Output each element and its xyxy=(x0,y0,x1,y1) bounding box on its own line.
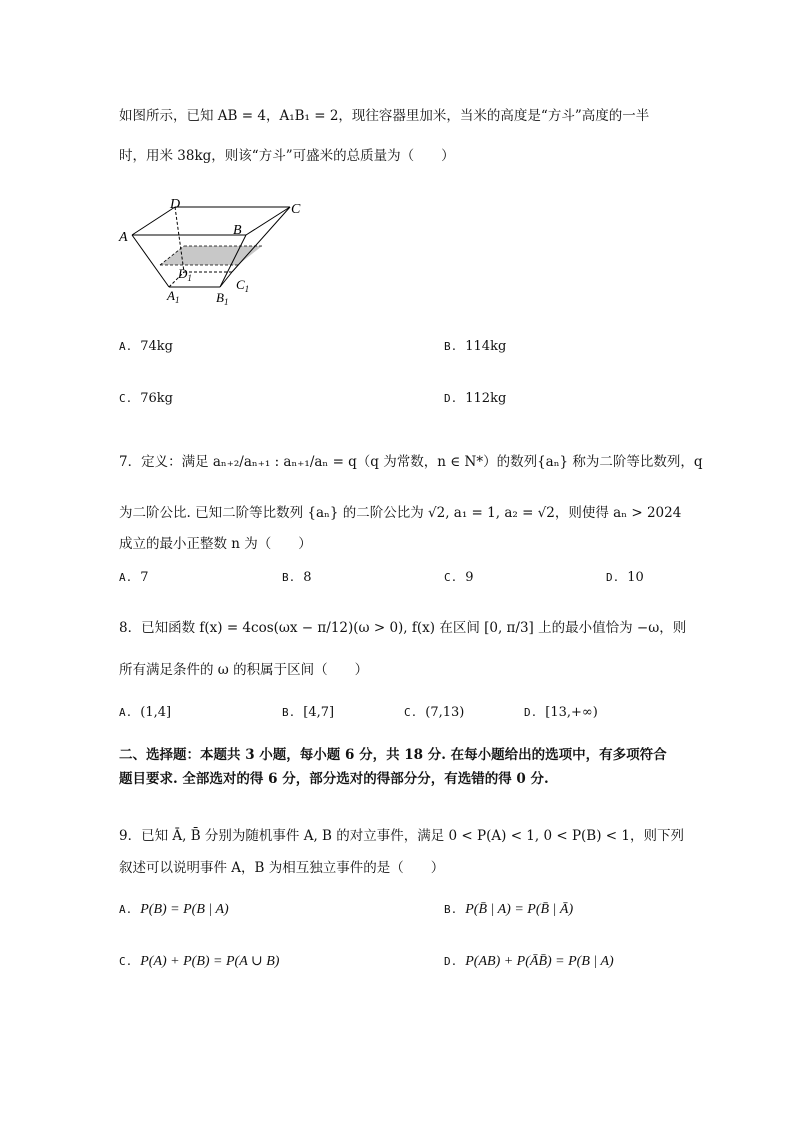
q6-option-d[interactable] xyxy=(444,392,506,405)
q9-line-2: 叙述可以说明事件 A，B 为相互独立事件的是（ ） xyxy=(119,860,445,876)
option-label: A. xyxy=(119,903,133,916)
label-C: C xyxy=(291,202,301,217)
option-label: C. xyxy=(119,955,133,968)
option-label: B. xyxy=(282,571,296,584)
option-text: [4,7] xyxy=(303,705,335,720)
q8-line-1: 8．已知函数 f(x) = 4cos(ωx − π/12)(ω > 0), f(x) 在区间 [0, π/3] 上的最小值恰为 −ω，则 xyxy=(119,620,687,636)
q9-option-a[interactable] xyxy=(119,903,229,917)
q8-option-c[interactable] xyxy=(404,706,464,719)
label-A: A xyxy=(119,230,128,245)
q7-option-b[interactable] xyxy=(282,571,312,584)
option-label: C. xyxy=(444,571,458,584)
option-text: P(A) + P(B) = P(A ∪ B) xyxy=(140,954,280,969)
option-text: 9 xyxy=(465,570,474,585)
option-text: (1,4] xyxy=(140,705,172,720)
option-text: 76kg xyxy=(140,391,173,406)
option-label: A. xyxy=(119,340,133,353)
q6-option-c[interactable] xyxy=(119,392,173,405)
q6-line-1: 如图所示，已知 AB = 4，A₁B₁ = 2，现往容器里加米，当米的高度是“方斗”高度的一半 xyxy=(119,108,650,124)
q8-option-a[interactable] xyxy=(119,706,171,719)
q8-option-d[interactable] xyxy=(524,706,598,719)
frustum-figure xyxy=(112,190,312,310)
q7-option-c[interactable] xyxy=(444,571,474,584)
label-B1-sub: 1 xyxy=(223,297,229,307)
q7-line-2: 为二阶公比. 已知二阶等比数列 {aₙ} 的二阶公比为 √2, a₁ = 1, a₂ = √2，则使得 aₙ > 2024 xyxy=(119,505,682,521)
label-C1-letter: C xyxy=(236,277,245,292)
option-label: C. xyxy=(404,706,418,719)
q6-line-2: 时，用米 38kg，则该“方斗”可盛米的总质量为（ ） xyxy=(119,148,455,164)
option-text: P(B) = P(B | A) xyxy=(140,902,229,917)
option-text: 112kg xyxy=(465,391,507,406)
q9-line-1: 9．已知 Ā, B̄ 分别为随机事件 A, B 的对立事件，满足 0 < P(A) < 1, 0 < P(B) < 1，则下列 xyxy=(119,828,684,844)
option-text: P(AB) + P(ĀB̄) = P(B | A) xyxy=(465,954,614,969)
option-text: P(B̄ | A) = P(B̄ | Ā) xyxy=(465,902,574,917)
label-D1-letter: D xyxy=(178,266,188,281)
q9-option-b[interactable] xyxy=(444,903,573,917)
q9-option-d[interactable] xyxy=(444,955,614,969)
option-label: A. xyxy=(119,706,133,719)
q6-option-b[interactable] xyxy=(444,340,506,353)
option-label: B. xyxy=(444,340,458,353)
option-text: 8 xyxy=(303,570,312,585)
option-label: A. xyxy=(119,571,133,584)
option-label: D. xyxy=(444,392,458,405)
option-label: D. xyxy=(524,706,538,719)
q6-option-a[interactable] xyxy=(119,340,173,353)
option-text: [13,+∞) xyxy=(545,705,598,720)
label-C1 xyxy=(236,277,249,294)
q7-option-a[interactable] xyxy=(119,571,149,584)
option-label: B. xyxy=(282,706,296,719)
option-label: D. xyxy=(444,955,458,968)
option-text: 74kg xyxy=(140,339,173,354)
label-B: B xyxy=(233,223,242,238)
label-A1 xyxy=(166,288,179,305)
option-label: C. xyxy=(119,392,133,405)
q7-option-d[interactable] xyxy=(606,571,644,584)
q8-line-2: 所有满足条件的 ω 的积属于区间（ ） xyxy=(119,662,369,678)
option-text: 7 xyxy=(140,570,149,585)
label-D: D xyxy=(170,197,181,212)
label-A1-sub: 1 xyxy=(174,295,180,305)
section-2-heading: 二、选择题：本题共 3 小题，每小题 6 分，共 18 分. 在每小题给出的选项中，有多项符合题目要求. 全部选对的得 6 分，部分选对的得部分分，有选错的得 0 分. xyxy=(119,747,667,787)
option-label: B. xyxy=(444,903,458,916)
label-D1-sub: 1 xyxy=(187,273,192,283)
option-label: D. xyxy=(606,571,620,584)
label-C1-sub: 1 xyxy=(244,284,250,294)
label-A1-letter: A xyxy=(167,288,175,303)
q7-line-1: 7．定义：满足 aₙ₊₂/aₙ₊₁ : aₙ₊₁/aₙ = q（q 为常数，n ∈ N*）的数列{aₙ} 称为二阶等比数列，q xyxy=(119,454,703,470)
option-text: 114kg xyxy=(465,339,507,354)
option-text: (7,13) xyxy=(425,705,465,720)
q9-option-c[interactable] xyxy=(119,955,279,969)
label-D1 xyxy=(177,266,192,283)
label-B1 xyxy=(216,290,228,307)
q8-option-b[interactable] xyxy=(282,706,334,719)
q7-line-3: 成立的最小正整数 n 为（ ） xyxy=(119,536,312,552)
option-text: 10 xyxy=(627,570,644,585)
label-B1-letter: B xyxy=(216,290,224,305)
